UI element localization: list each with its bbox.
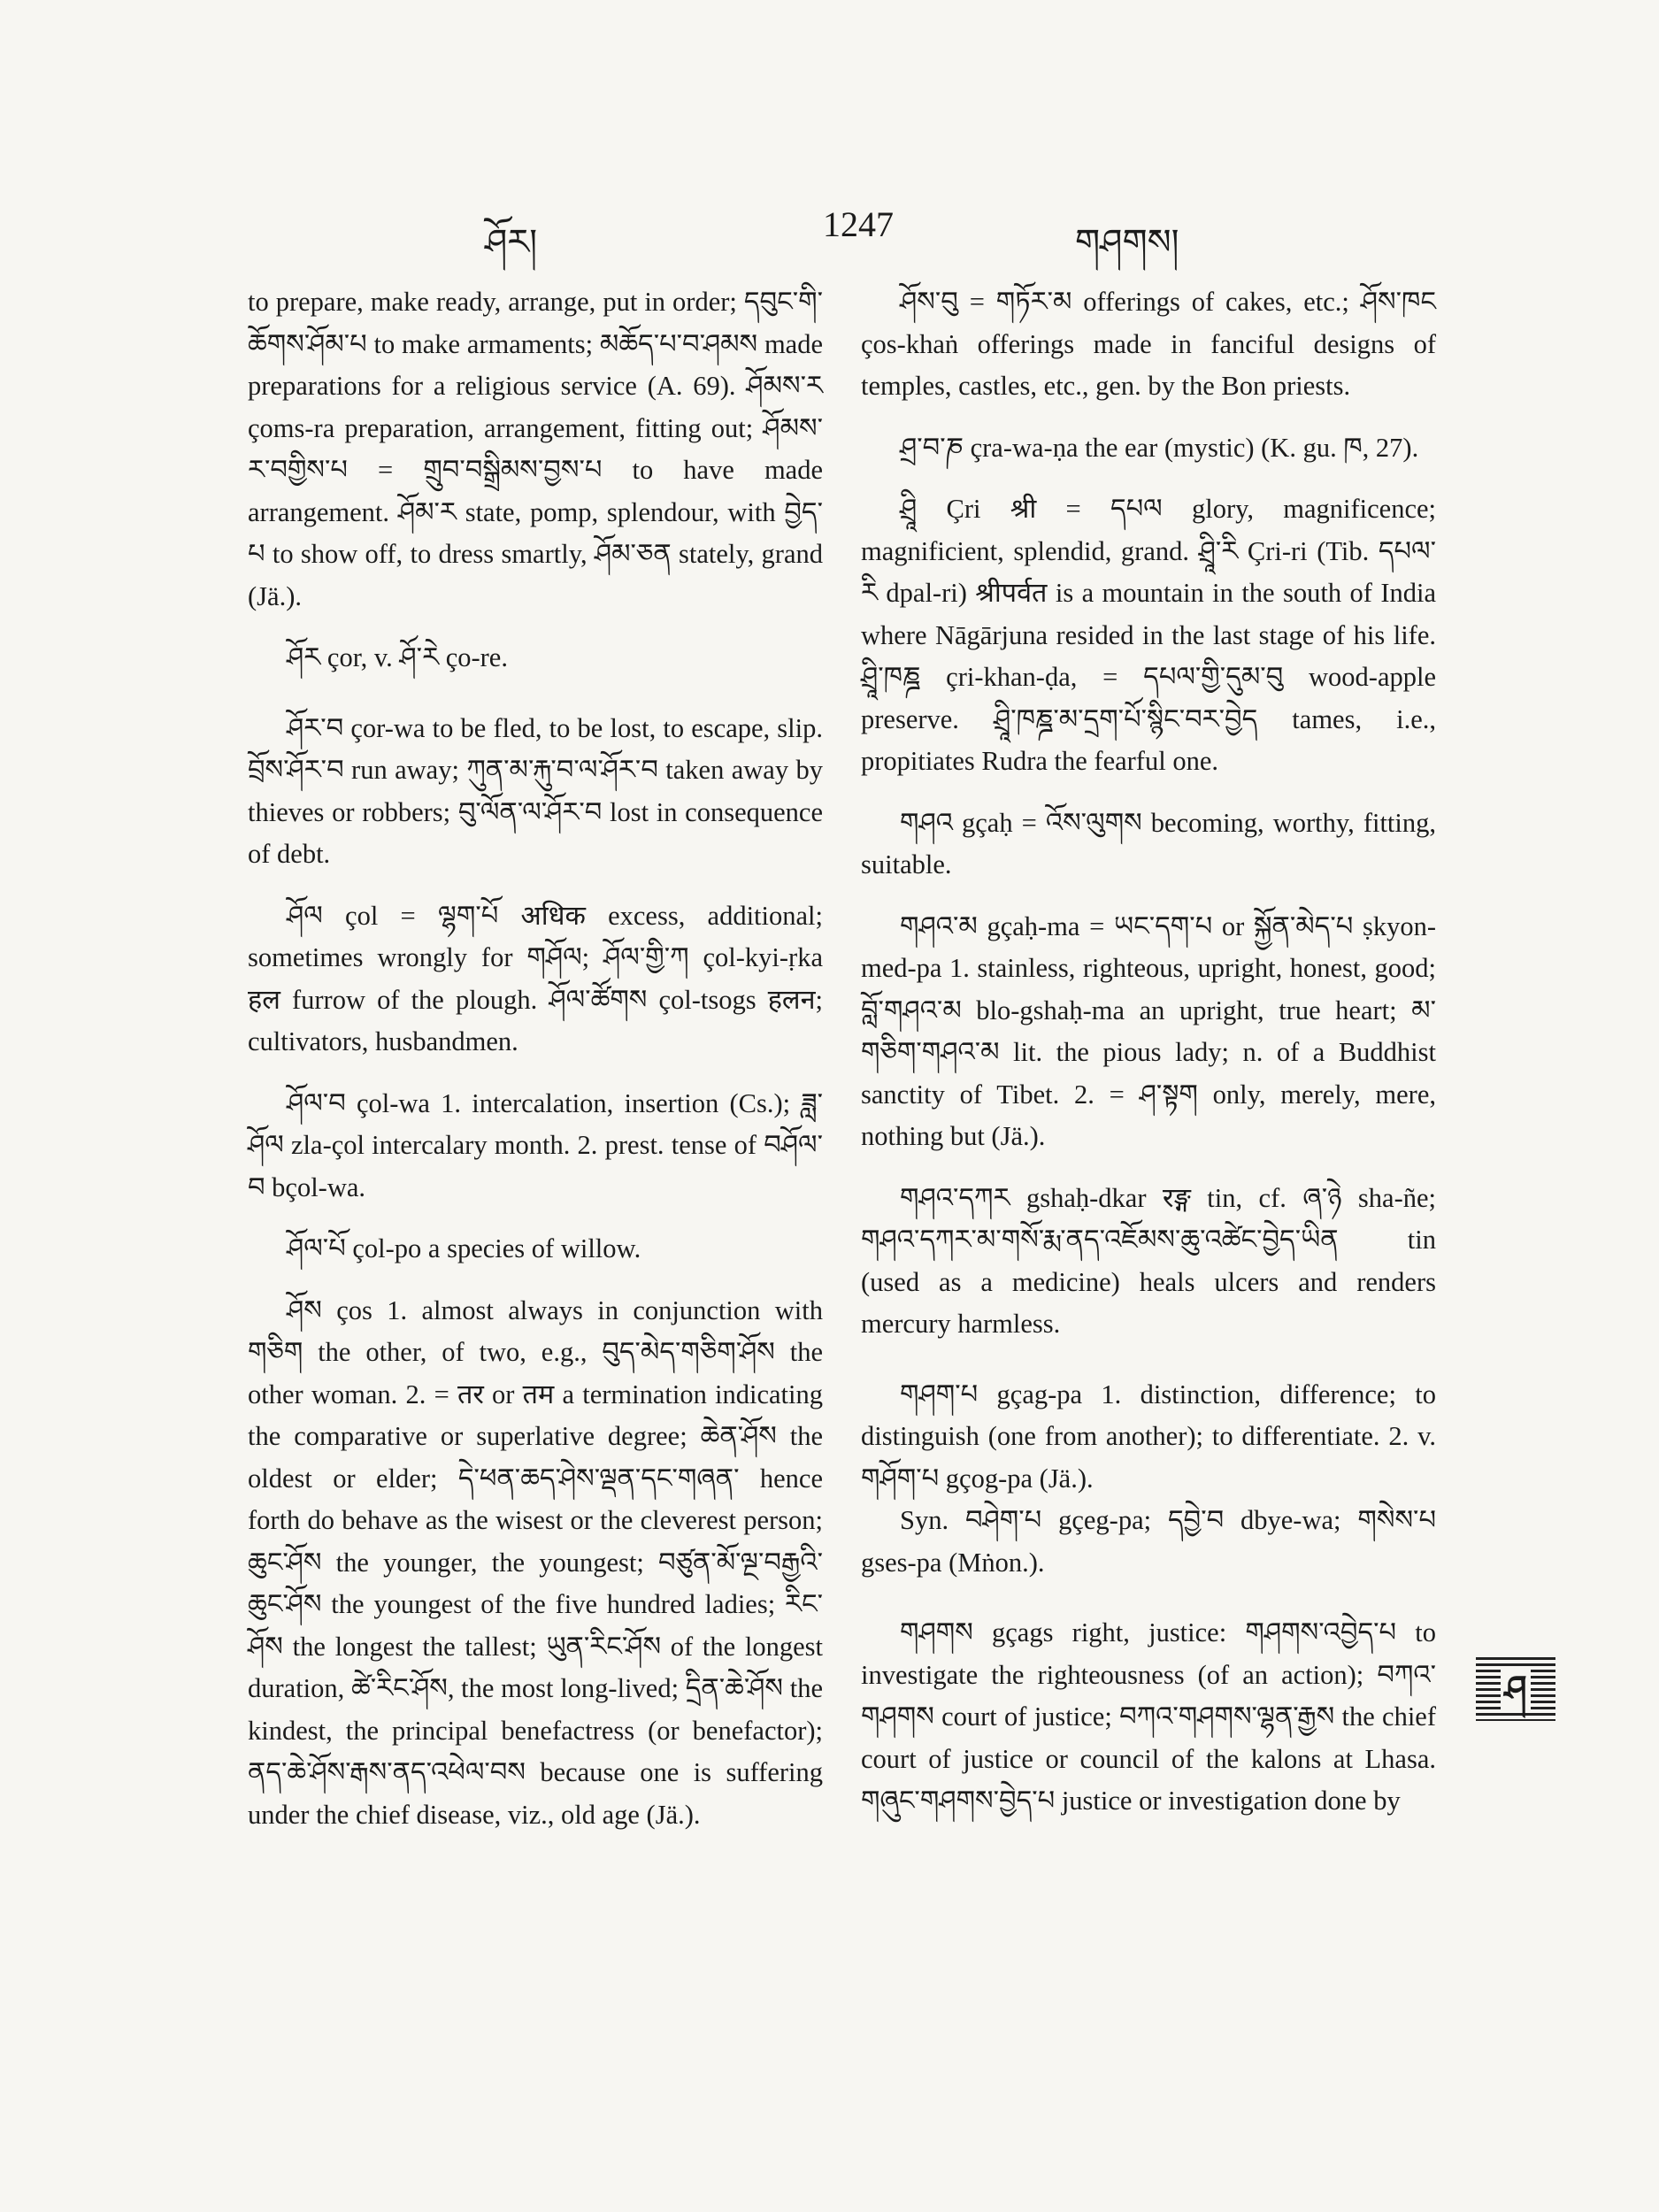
entry-gcags: གཤགས gçags right, justice: གཤགས་འབྱེད་པ to investigate the righteousness (of an action); བཀའ་གཤགས court of justice; བཀའ་གཤགས་ལྷན་རྒྱས the chief court of justice or council of the kalons at Lhasa. གཞུང་གཤགས་བྱེད་པ justice or investigation done by (861, 1617, 1436, 1816)
page-number: 1247 (823, 204, 894, 244)
entry-col: ཤོལ çol = ལྷག་པོ अधिक excess, additional; sometimes wrongly for གཤོལ; ཤོལ་གྱི་ཀ çol-kyi-ṛka हल furrow of the plough. ཤོལ་ཚོགས çol-tsogs हलन; cultivators, husbandmen. (248, 900, 823, 1056)
entry-cos-bu: ཤོས་བུ = གཏོར་མ offerings of cakes, etc.; ཤོས་ཁང ços-khaṅ offerings made in fanciful designs of temples, castles, etc., gen. by the Bon priests. (861, 287, 1436, 401)
entry-cor-wa: ཤོར་བ çor-wa to be fled, to be lost, to escape, slip. བྲོས་ཤོར་བ run away; ཀུན་མ་རྐུ་བ་ལ་ཤོར་བ taken away by thieves or robbers; བུ་ལོན་ལ་ཤོར་བ lost in consequence of debt. (248, 712, 823, 869)
entry-gcag-pa: གཤག་པ gçag-pa 1. distinction, difference; to distinguish (one from another); to differentiate. 2. v. གཤོག་པ gçog-pa (Jä.). (861, 1379, 1436, 1494)
entry-col-wa: ཤོལ་བ çol-wa 1. intercalation, insertion (Cs.); ཟླ་ཤོལ zla-çol intercalary month. 2. prest. tense of བཤོལ་བ bçol-wa. (248, 1087, 823, 1202)
entry-gshah-dkar: གཤའ་དཀར gshaḥ-dkar रङ्ग tin, cf. ཞ་ཉེ sha-ñe; གཤའ་དཀར་མ་གསོ་རྨ་ནད་འཇོམས་ཆུ་འཚེང་བྱེད་ཡིན tin (used as a medicine) heals ulcers and renders mercury harmless. (861, 1182, 1436, 1339)
entry-col-po: ཤོལ་པོ çol-po a species of willow. (287, 1233, 641, 1263)
entry-gcah: གཤའ gçaḥ = འོས་ལུགས becoming, worthy, fitting, suitable. (861, 807, 1436, 879)
thumb-index-letter: ཤ (1501, 1666, 1530, 1712)
right-running-headword: གཤགས། (1075, 222, 1179, 263)
left-column (248, 281, 823, 1836)
entry-cos: ཤོས ços 1. almost always in conjunction with གཅིག the other, of two, e.g., བུད་མེད་གཅིག་ཤོས the other woman. 2. = तर or तम a termination indicating the comparative or superlative degree; ཆེན་ཤོས the oldest or elder; དེ་ཕན་ཆད་ཤེས་ལྡན་དང་གཞན་ hence forth do behave as the wisest or the cleverest person; ཆུང་ཤོས the younger, the youngest; བཙུན་མོ་ལྔ་བརྒྱའི་ཆུང་ཤོས the youngest of the five hundred ladies; རིང་ཤོས the longest the tallest; ཡུན་རིང་ཤོས of the longest duration, ཚེ་རིང་ཤོས, the most long-lived; དྲིན་ཆེ་ཤོས the kindest, the principal benefactress (or benefactor); ནད་ཆེ་ཤོས་རྒས་ནད་འཕེལ་བས because one is suffering under the chief disease, viz., old age (Jä.). (248, 1294, 823, 1830)
entry-gcag-pa-synonyms: Syn. བཤེག་པ gçeg-pa; དབྱེ་བ dbye-wa; གསེས་པ gses-pa (Mṅon.). (861, 1505, 1436, 1578)
entry-gcah-ma: གཤའ་མ gçaḥ-ma = ཡང་དག་པ or སྐྱོན་མེད་པ ṣkyon-med-pa 1. stainless, righteous, upright, honest, good; བློ་གཤའ་མ blo-gshaḥ-ma an upright, true heart; མ་གཅིག་གཤའ་མ lit. the pious lady; n. of a Buddhist sanctity of Tibet. 2. = ཤ་སྟག only, merely, mere, nothing but (Jä.). (861, 910, 1436, 1151)
page-header (265, 202, 1451, 264)
entry-cri: ཤྲཱི Çri श्री = དཔལ glory, magnificence; magnificient, splendid, grand. ཤྲཱི་རི Çri-ri (Tib. དཔལ་རི dpal-ri) श्रीपर्वत is a mountain in the south of India where Nāgārjuna resided in the last stage of his life. ཤྲཱི་ཁཎྜ çri-khan-ḍa, = དཔལ་གྱི་དུམ་བུ wood-apple preserve. ཤྲཱི་ཁཎྜ་མ་དྲག་པོ་སྙིང་བར་བྱེད tames, i.e., propitiates Rudra the fearful one. (861, 494, 1436, 776)
left-running-headword: ཤོར། (485, 222, 538, 263)
entry-cor: ཤོར çor, v. ཤོ་རེ ço-re. (287, 642, 508, 672)
entry-cra-wa-na: ཤྲ་བ་ཎ çra-wa-ṇa the ear (mystic) (K. gu. ཁ, 27). (900, 432, 1419, 463)
thumb-index-tab (1476, 1657, 1555, 1721)
right-column (861, 281, 1436, 1823)
entry-continuation-shom: to prepare, make ready, arrange, put in order; དབུང་གི་ཆོགས་ཤོམ་པ to make armaments; མཆོད་པ་བ་ཤམས made preparations for a religious service (A. 69). ཤོམས་ར çoms-ra preparation, arrangement, fitting out; ཤོམས་ར་བགྱིས་པ = གྲུབ་བསྒྲིམས་བྱས་པ to have made arrangement. ཤོམ་ར state, pomp, splendour, with བྱེད་པ to show off, to dress smartly, ཤོམ་ཅན stately, grand (Jä.). (248, 287, 823, 611)
